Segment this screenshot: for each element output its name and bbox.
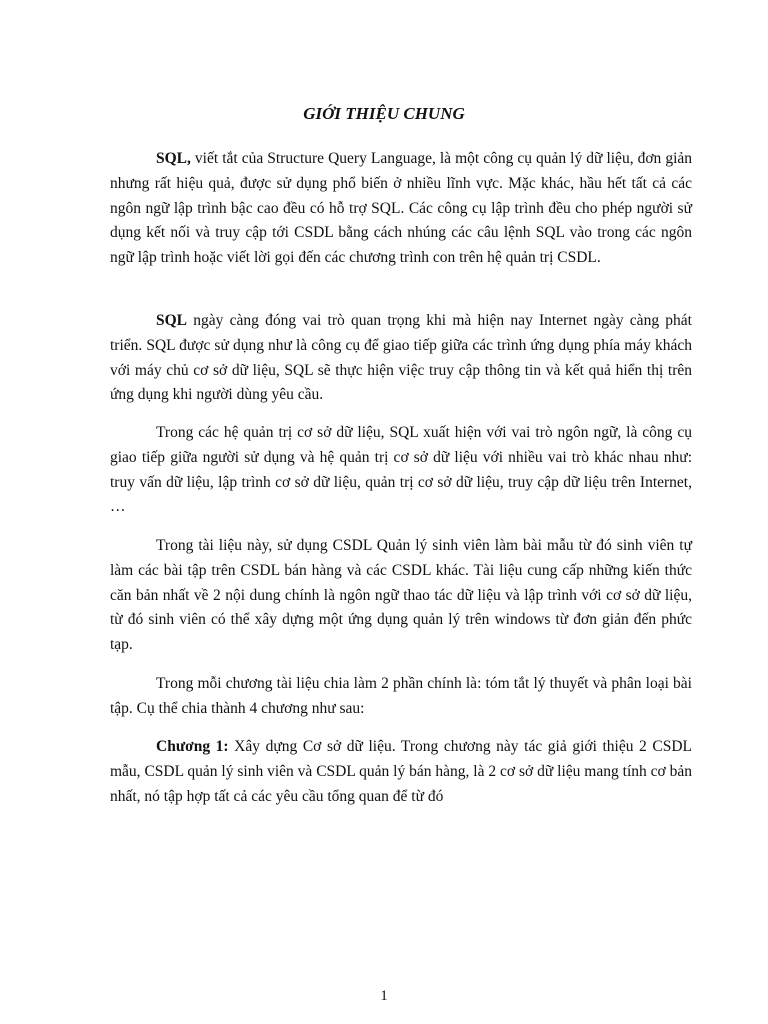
paragraph-chapter-1: [110, 735, 692, 809]
paragraph-text: Xây dựng Cơ sở dữ liệu. Trong chương này tác giả giới thiệu 2 CSDL mẫu, CSDL quản lý sinh viên và CSDL quản lý bán hàng, là 2 cơ sở dữ liệu mang tính cơ bản nhất, nó tập hợp tất cả các yêu cầu tổng quan để từ đó: [110, 738, 693, 805]
paragraph-lead: Chương 1:: [156, 738, 229, 755]
paragraph-lead: SQL: [156, 312, 188, 329]
paragraph-sql-intro: [110, 147, 692, 271]
paragraph-text: ngày càng đóng vai trò quan trọng khi mà hiện nay Internet ngày càng phát triển. SQL được sử dụng như là công cụ để giao tiếp giữa các trình ứng dụng phía máy khách với máy chủ cơ sở dữ liệu, SQL sẽ thực hiện việc truy cập thông tin và kết quả hiển thị trên ứng dụng khi người dùng yêu cầu.: [110, 312, 692, 404]
paragraph-chapter-structure: [110, 672, 692, 722]
page-title: GIỚI THIỆU CHUNG: [303, 104, 465, 123]
paragraph-lead: SQL,: [156, 150, 191, 167]
paragraph-dbms: [110, 421, 692, 520]
paragraph-sql-role: [110, 309, 692, 408]
paragraph-text: Trong tài liệu này, sử dụng CSDL Quản lý sinh viên làm bài mẫu từ đó sinh viên tự làm các bài tập trên CSDL bán hàng và các CSDL khác. Tài liệu cung cấp những kiến thức căn bản nhất về 2 nội dung chính là ngôn ngữ thao tác dữ liệu và lập trình với cơ sở dữ liệu, từ đó sinh viên có thể xây dựng một ứng dụng quản lý trên windows từ đơn giản đến phức tạp.: [110, 537, 692, 654]
page-number: 1: [380, 988, 388, 1004]
paragraph-text: viết tắt của Structure Query Language, là một công cụ quản lý dữ liệu, đơn giản nhưng rất hiệu quả, được sử dụng phổ biến ở nhiều lĩnh vực. Mặc khác, hầu hết tất cả các ngôn ngữ lập trình bậc cao đều có hỗ trợ SQL. Các công cụ lập trình đều cho phép người sử dụng kết nối và truy cập tới CSDL bằng cách nhúng các câu lệnh SQL vào trong các ngôn ngữ lập trình hoặc viết lời gọi đến các chương trình con trên hệ quản trị CSDL.: [110, 150, 692, 267]
paragraph-document-scope: [110, 534, 692, 658]
paragraph-text: Trong mỗi chương tài liệu chia làm 2 phần chính là: tóm tắt lý thuyết và phân loại bài tập. Cụ thể chia thành 4 chương như sau:: [110, 675, 692, 717]
paragraph-text: Trong các hệ quản trị cơ sở dữ liệu, SQL xuất hiện với vai trò ngôn ngữ, là công cụ giao tiếp giữa người sử dụng và hệ quản trị cơ sở dữ liệu với nhiều vai trò khác nhau như: truy vấn dữ liệu, lập trình cơ sở dữ liệu, quản trị cơ sở dữ liệu, truy cập dữ liệu trên Internet, …: [110, 424, 692, 516]
